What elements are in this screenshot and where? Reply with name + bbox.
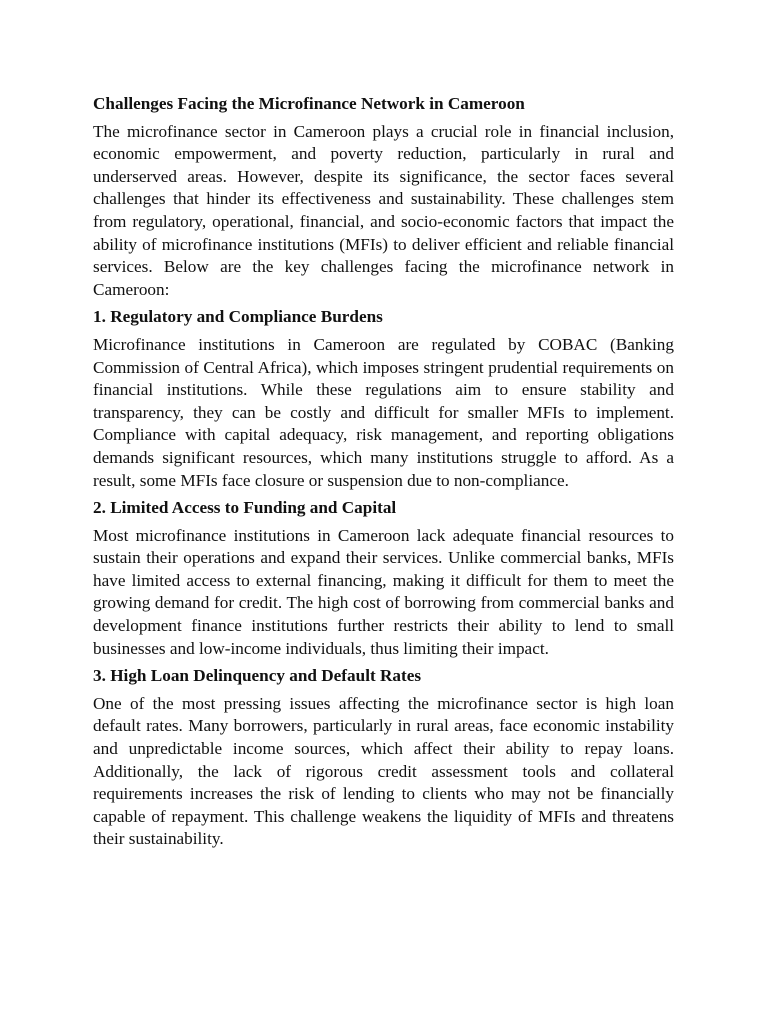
section-body-funding: Most microfinance institutions in Cameroon lack adequate financial resources to sustain their operations and expand their services. Unlike commercial banks, MFIs have limited access to external financing, making it difficult for them to meet the growing demand for credit. The high cost of borrowing from commercial banks and development finance institutions further restricts their ability to lend to small businesses and low-income individuals, thus limiting their impact. <box>93 525 674 658</box>
document-page <box>93 93 674 851</box>
section-heading-default-rates: 3. High Loan Delinquency and Default Rates <box>93 666 422 686</box>
section-heading-regulatory: 1. Regulatory and Compliance Burdens <box>93 307 383 327</box>
section-body-regulatory: Microfinance institutions in Cameroon are regulated by COBAC (Banking Commission of Central Africa), which imposes stringent prudential requirements on financial institutions. While these regulations aim to ensure stability and transparency, they can be costly and difficult for smaller MFIs to implement. Compliance with capital adequacy, risk management, and reporting obligations demands significant resources, which many institutions struggle to afford. As a result, some MFIs face closure or suspension due to non-compliance. <box>93 334 674 490</box>
intro-paragraph: The microfinance sector in Cameroon plays a crucial role in financial inclusion, economic empowerment, and poverty reduction, particularly in rural and underserved areas. However, despite its significance, the sector faces several challenges that hinder its effectiveness and sustainability. These challenges stem from regulatory, operational, financial, and socio-economic factors that impact the ability of microfinance institutions (MFIs) to deliver efficient and reliable financial services. Below are the key challenges facing the microfinance network in Cameroon: <box>93 121 674 299</box>
document-title: Challenges Facing the Microfinance Network in Cameroon <box>93 94 525 113</box>
section-body-default-rates: One of the most pressing issues affecting the microfinance sector is high loan default rates. Many borrowers, particularly in rural areas, face economic instability and unpredictable income sources, which affect their ability to repay loans. Additionally, the lack of rigorous credit assessment tools and collateral requirements increases the risk of lending to clients who may not be financially capable of repayment. This challenge weakens the liquidity of MFIs and threatens their sustainability. <box>93 693 674 849</box>
section-heading-funding: 2. Limited Access to Funding and Capital <box>93 498 397 518</box>
